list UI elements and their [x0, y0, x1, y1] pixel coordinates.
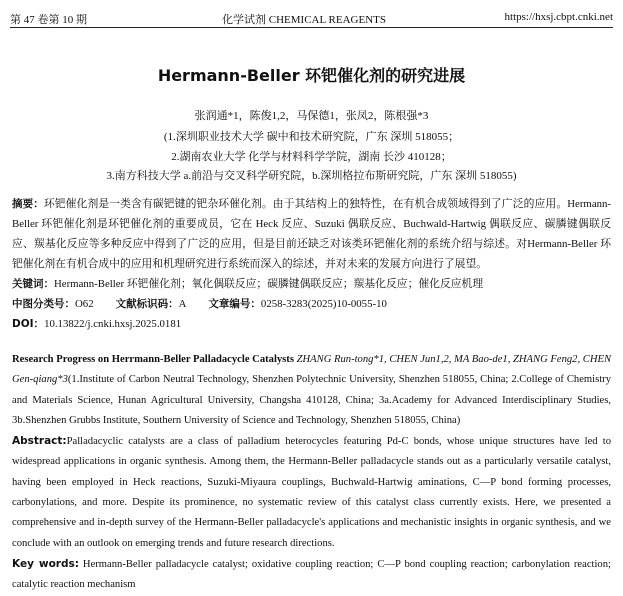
affiliation-3: 3.南方科技大学 a.前沿与交叉科学研究院，b.深圳格拉布斯研究院，广东 深圳 518055) [106, 170, 517, 182]
affiliation-1: (1.深圳职业技术大学 碳中和技术研究院，广东 深圳 518055； [163, 131, 460, 143]
doc-code-label: 文献标识码： [115, 298, 179, 310]
english-abstract-text: organic synthesis, and we conclude with an outlook on emerging trends and future research directions. [12, 517, 611, 549]
english-title: Research Progress on Herrmann-Beller Palladacycle Catalysts [12, 354, 294, 365]
abstract-cn-text: 环钯催化剂是一类含有碳钯键的钯杂环催化剂。由于其结构上的独特性，在有机合成领域得到了广泛的应用。 [43, 198, 568, 210]
english-keywords-text: Hermann-Beller palladacycle catalyst; oxidative coupling reaction; C—P bond coupling reaction; carbonylation [82, 558, 570, 570]
abstract-cn-text: 膦键偶联反应、羰基化反应等多种反应中得到了广泛的应用，但是目前还缺乏对该类环钯催化剂的系统介绍与综述。对 [12, 218, 612, 250]
doi-label: DOI： [12, 318, 45, 330]
english-abstract-text: catalyst, having been employed in Heck reactions, Suzuki-Miyaura couplings, Buchwald-Hartwig aminations, C—P bond forming [12, 456, 611, 488]
authors-cn: 张润通*1，陈俊1,2，马保德1，张凤2，陈根强*3 [194, 110, 429, 122]
english-authors: ZHANG Run-tong*1, CHEN Jun1,2, MA Bao-de1, ZHANG [296, 354, 548, 365]
abstract-cn-text: Hermann-Beller 环钯催化剂在有机合成中的应用和机理研究进行系统而深入的综述，并对未来的发展方向进行了展望。 [12, 238, 611, 270]
english-section [12, 350, 611, 596]
english-abstract [12, 431, 611, 554]
english-affiliation: Interdisciplinary Studies, 3b.Shenzhen Grubbs Institute, Southern University of Science and Technology, Shenzhen 518055, China) [12, 394, 611, 426]
abstract-cn [12, 194, 611, 274]
affiliation-2: 2.湖南农业大学 化学与材料科学学院，湖南 长沙 410128； [171, 151, 452, 163]
keywords-cn-text: Hermann-Beller 环钯催化剂；氧化偶联反应；碳膦键偶联反应；羰基化反应；催化反应机理 [54, 278, 484, 290]
doc-code-value: A [178, 298, 187, 310]
english-abstract-text: presented a comprehensive and in-depth survey of the Hermann-Beller palladacycle's applications and mechanistic insights in [12, 497, 611, 529]
running-header [10, 9, 613, 28]
journal-url[interactable]: https://hxsj.cbpt.cnki.net [504, 11, 613, 23]
paper-title: Hermann-Beller 环钯催化剂的研究进展 [157, 66, 466, 85]
english-keywords-label: Key words: [12, 557, 79, 570]
issue-label: 第 47 卷第 10 期 [10, 14, 87, 26]
english-abstract-text: Palladacyclic catalysts are a class of palladium heterocycles featuring Pd-C bonds, whose unique structures have led to [66, 436, 611, 448]
english-abstract-text: processes, carbonylations, and more. Despite its prominence, no systematic review of this catalyst class currently exists. Here, we [12, 476, 612, 509]
chinese-abstract-section [12, 194, 611, 334]
english-authors-cont: Feng2, CHEN Gen-qiang*3 [12, 354, 612, 386]
keywords-cn-label: 关键词： [12, 278, 54, 290]
english-affiliation: 2.College of Chemistry and Materials Science, Hunan Agricultural University, Changsha 410128, China; 3a.Academy for Advanced [12, 374, 611, 406]
doi-line [12, 314, 611, 334]
english-affiliation: (1.Institute of Carbon Neutral Technology, Shenzhen Polytechnic University, Shenzhen 518055, China; [67, 374, 509, 386]
article-number-label: 文章编号： [208, 298, 261, 310]
english-abstract-text: widespread applications in organic synthesis. Among them, the Hermann-Beller palladacycle stands out as a particularly versatile [12, 456, 573, 468]
journal-name: 化学试剂 CHEMICAL REAGENTS [222, 14, 386, 26]
english-abstract-label: Abstract: [12, 435, 67, 448]
keywords-cn [12, 274, 611, 294]
english-keywords-text: reaction; catalytic reaction mechanism [12, 558, 611, 591]
doi-value[interactable]: 10.13822/j.cnki.hxsj.2025.0181 [44, 318, 182, 330]
clc-label: 中图分类号： [12, 298, 75, 310]
english-keywords [12, 554, 611, 596]
abstract-cn-label: 摘要： [12, 198, 44, 210]
classification-line [12, 294, 611, 314]
english-header [12, 350, 611, 431]
abstract-cn-text: Hermann-Beller 环钯催化剂是环钯催化剂的重要成员，它在 Heck 反应、Suzuki 偶联反应、Buchwald-Hartwig 偶联反应、碳 [12, 198, 612, 230]
clc-value: O62 [75, 298, 94, 310]
article-number-value: 0258-3283(2025)10-0055-10 [260, 298, 387, 310]
